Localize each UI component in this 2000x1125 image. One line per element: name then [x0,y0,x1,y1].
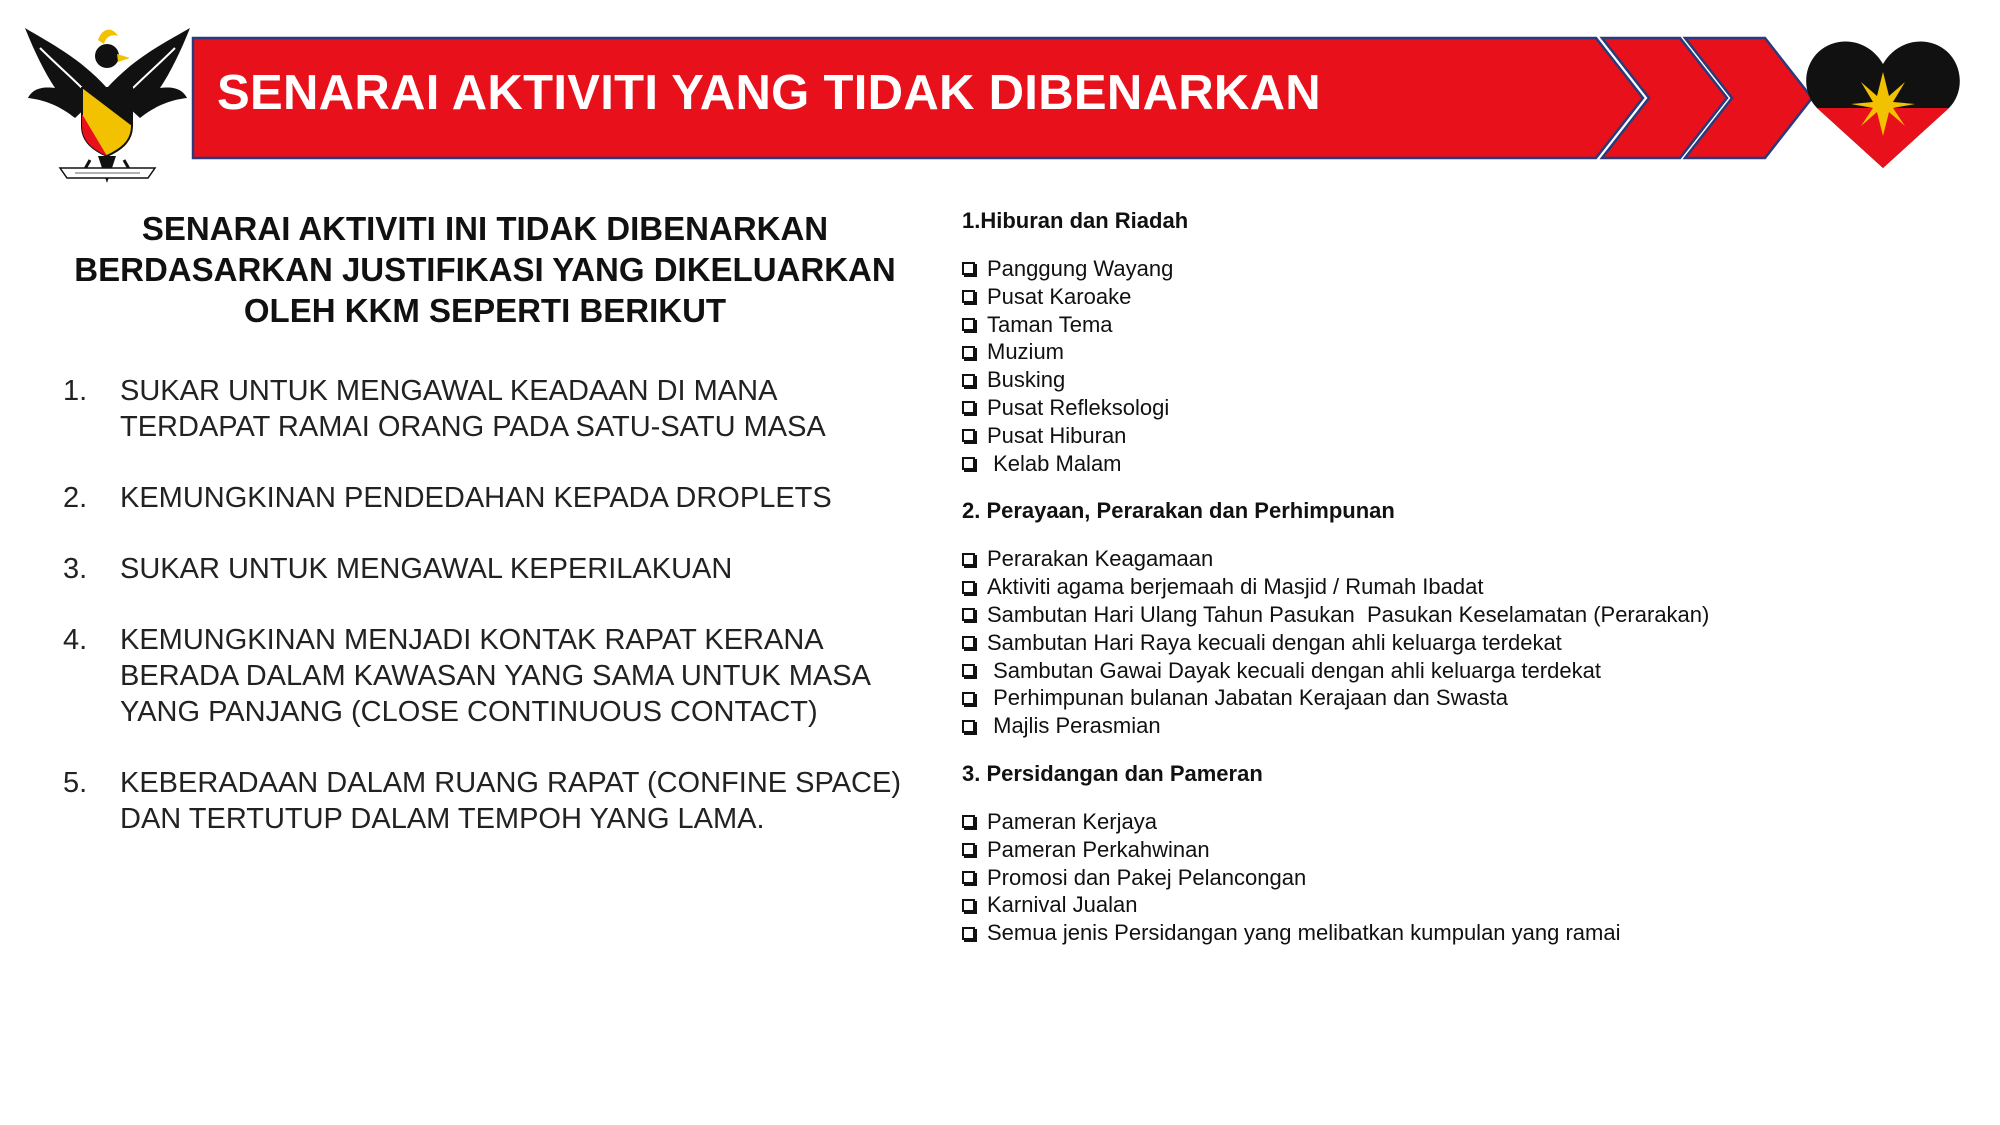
checkbox-bullet-icon [962,843,975,856]
activity-list [962,808,1962,947]
activity-label: Sambutan Hari Ulang Tahun Pasukan Pasukan Keselamatan (Perarakan) [987,601,1710,627]
activity-label: Perhimpunan bulanan Jabatan Kerajaan dan Swasta [987,685,1509,711]
section-title: 2. Perayaan, Perarakan dan Perhimpunan [962,498,1395,524]
reason-number: 5. [63,767,88,799]
reason-text: SUKAR UNTUK MENGAWAL KEPERILAKUAN [120,553,733,585]
reason-number: 3. [63,553,88,585]
activity-label: Pameran Kerjaya [987,808,1157,834]
activity-label: Muzium [987,339,1065,365]
activity-label: Pameran Perkahwinan [987,836,1210,862]
activity-label: Pusat Karoake [987,283,1132,309]
checkbox-bullet-icon [962,262,975,275]
activity-item [962,601,1962,629]
reason-number: 1. [63,375,88,407]
checkbox-bullet-icon [962,692,975,705]
checkbox-bullet-icon [962,899,975,912]
activity-list [962,545,1962,740]
reason-item [55,373,915,445]
checkbox-bullet-icon [962,318,975,331]
activity-section [962,495,1962,740]
activity-sections [962,205,1962,965]
activity-item [962,573,1962,601]
activity-section [962,758,1962,947]
checkbox-bullet-icon [962,871,975,884]
activity-item [962,283,1962,311]
activity-item [962,255,1962,283]
activity-item [962,338,1962,366]
activity-label: Sambutan Hari Raya kecuali dengan ahli keluarga terdekat [987,629,1562,655]
activity-label: Karnival Jualan [987,892,1138,918]
activity-item [962,422,1962,450]
section-title: 1.Hiburan dan Riadah [962,208,1189,233]
activity-item [962,864,1962,892]
checkbox-bullet-icon [962,581,975,594]
reason-text: SUKAR UNTUK MENGAWAL KEADAAN DI MANA TERDAPAT RAMAI ORANG PADA SATU-SATU MASA [120,375,826,443]
reason-number: 2. [63,482,88,514]
activity-list [962,255,1962,477]
reason-item [55,765,915,837]
activity-label: Promosi dan Pakej Pelancongan [987,864,1307,890]
activity-item [962,657,1962,685]
reason-item [55,551,915,587]
checkbox-bullet-icon [962,374,975,387]
checkbox-bullet-icon [962,553,975,566]
reason-number: 4. [63,624,88,656]
activity-label: Majlis Perasmian [987,713,1161,739]
checkbox-bullet-icon [962,346,975,359]
activity-item [962,836,1962,864]
sarawak-heart-star-icon [1803,28,1963,176]
activity-section [962,205,1962,477]
reason-text: KEMUNGKINAN MENJADI KONTAK RAPAT KERANA BERADA DALAM KAWASAN YANG SAMA UNTUK MASA YANG PANJANG (CLOSE CONTINUOUS CONTACT) [120,624,870,728]
activity-item [962,394,1962,422]
activity-item [962,684,1962,712]
checkbox-bullet-icon [962,636,975,649]
activity-item [962,919,1962,947]
justification-panel [55,208,915,872]
activity-label: Aktiviti agama berjemaah di Masjid / Rumah Ibadat [987,574,1484,600]
activity-label: Sambutan Gawai Dayak kecuali dengan ahli keluarga terdekat [987,657,1601,683]
checkbox-bullet-icon [962,608,975,621]
header-banner [0,0,2000,200]
reason-item [55,480,915,516]
activity-label: Taman Tema [987,311,1113,337]
checkbox-bullet-icon [962,457,975,470]
checkbox-bullet-icon [962,664,975,677]
intro-heading: SENARAI AKTIVITI INI TIDAK DIBENARKAN BERDASARKAN JUSTIFIKASI YANG DIKELUARKAN OLEH KKM SEPERTI BERIKUT [74,210,896,329]
activity-item [962,545,1962,573]
activity-label: Panggung Wayang [987,256,1174,281]
reasons-list [55,373,915,837]
activity-label: Perarakan Keagamaan [987,546,1214,572]
checkbox-bullet-icon [962,429,975,442]
activity-label: Busking [987,367,1066,393]
activity-item [962,311,1962,339]
checkbox-bullet-icon [962,720,975,733]
activity-label: Pusat Refleksologi [987,394,1170,420]
reason-text: KEMUNGKINAN PENDEDAHAN KEPADA DROPLETS [120,482,832,514]
activity-item [962,808,1962,836]
checkbox-bullet-icon [962,401,975,414]
reason-item [55,622,915,730]
activity-label: Semua jenis Persidangan yang melibatkan kumpulan yang ramai [987,920,1621,946]
checkbox-bullet-icon [962,927,975,940]
sarawak-coat-of-arms-icon [20,18,195,198]
page-title: SENARAI AKTIVITI YANG TIDAK DIBENARKAN [217,66,1321,120]
checkbox-bullet-icon [962,290,975,303]
activity-item [962,712,1962,740]
activity-label: Pusat Hiburan [987,422,1127,448]
activity-item [962,366,1962,394]
section-title: 3. Persidangan dan Pameran [962,760,1263,786]
activity-item [962,450,1962,478]
activity-item [962,629,1962,657]
checkbox-bullet-icon [962,815,975,828]
activity-item [962,891,1962,919]
reason-text: KEBERADAAN DALAM RUANG RAPAT (CONFINE SPACE) DAN TERTUTUP DALAM TEMPOH YANG LAMA. [120,767,901,835]
activity-label: Kelab Malam [987,450,1122,476]
